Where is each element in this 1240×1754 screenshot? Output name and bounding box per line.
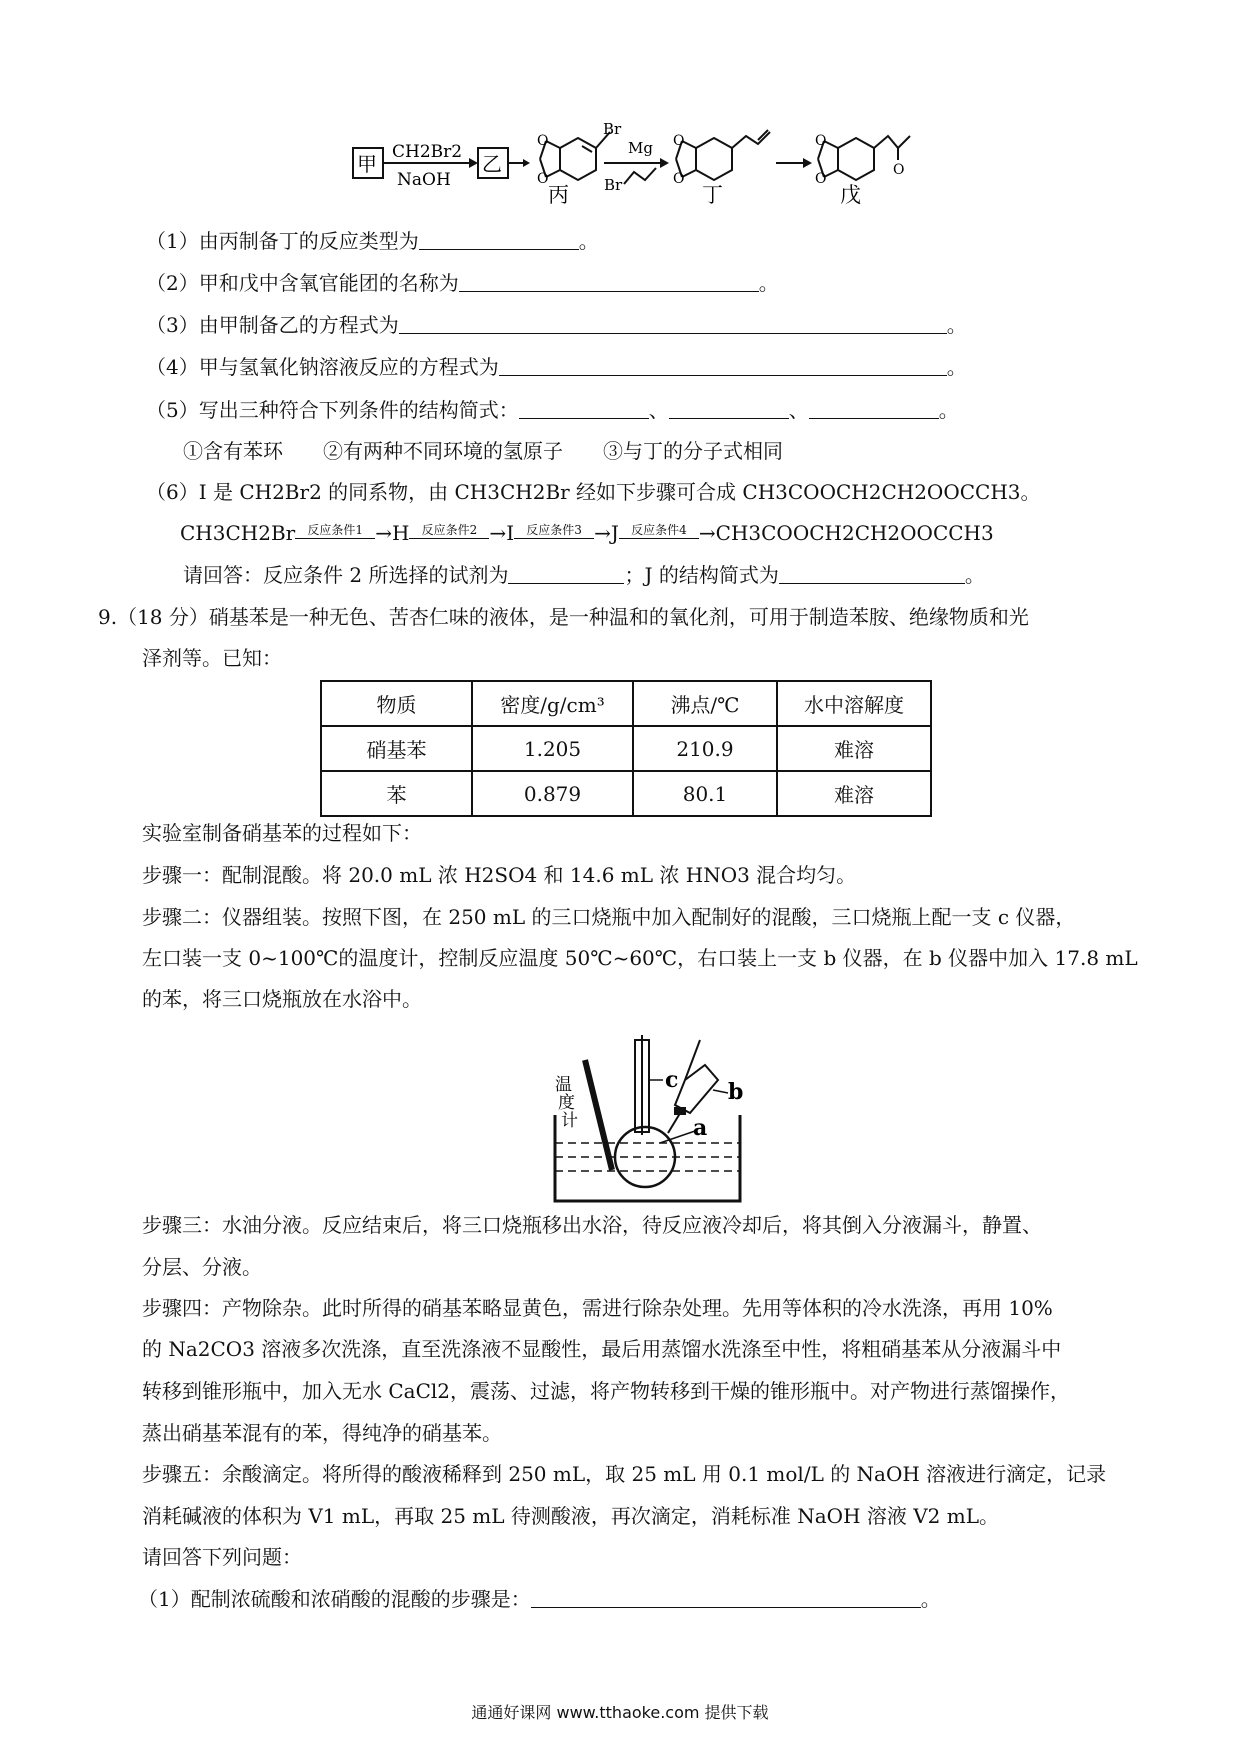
question-4: （4）甲与氢氧化钠溶液反应的方程式为 。 xyxy=(146,355,967,379)
a-label: a xyxy=(693,1115,708,1141)
o-label-1: O xyxy=(537,133,549,149)
answer-blank[interactable] xyxy=(499,355,947,376)
properties-table xyxy=(320,680,932,817)
o-label-6: O xyxy=(815,171,827,187)
o-label-2: O xyxy=(537,171,549,187)
table-header-row: 物质 密度/g/cm³ 沸点/℃ 水中溶解度 xyxy=(321,681,931,726)
apparatus-figure xyxy=(550,1035,810,1205)
table-row: 硝基苯 1.205 210.9 难溶 xyxy=(321,726,931,771)
table-row: 苯 0.879 80.1 难溶 xyxy=(321,771,931,816)
o-label-3: O xyxy=(673,133,685,149)
mg-label: Mg xyxy=(628,139,653,157)
conditions-list: ①含有苯环 ②有两种不同环境的氢原子 ③与丁的分子式相同 xyxy=(183,439,783,463)
step-1: 步骤一：配制混酸。将 20.0 mL 浓 H2SO4 和 14.6 mL 浓 HNO3 混合均匀。 xyxy=(142,863,857,887)
answer-blank[interactable] xyxy=(459,271,759,292)
answer-blank[interactable] xyxy=(399,313,947,334)
question-6: （6）I 是 CH2Br2 的同系物，由 CH3CH2Br 经如下步骤可合成 CH3COOCH2CH2OOCCH3。 xyxy=(146,480,1041,504)
synthesis-route: CH3CH2Br 反应条件1 →H 反应条件2 →I 反应条件3 →J 反应条件4 →CH3COOCH2CH2OOCCH3 xyxy=(180,521,994,545)
step-3-line-2: 分层、分液。 xyxy=(142,1255,262,1279)
yi-label: 乙 xyxy=(482,152,502,176)
step-2-line-2: 左口装一支 0~100℃的温度计，控制反应温度 50℃~60℃，右口装上一支 b 仪器，在 b 仪器中加入 17.8 mL xyxy=(142,946,1138,970)
o-label-7: O xyxy=(893,162,905,178)
answer-blank[interactable] xyxy=(779,563,965,584)
compound-ding xyxy=(676,130,770,180)
step-5-line-2: 消耗碱液的体积为 V1 mL，再取 25 mL 待测酸液，再次滴定，消耗标准 NaOH 溶液 V2 mL。 xyxy=(142,1504,1000,1528)
bing-label: 丙 xyxy=(548,183,569,207)
br-label-2: Br xyxy=(604,176,623,194)
thermometer-label-2: 度 xyxy=(558,1093,575,1113)
question-3: （3）由甲制备乙的方程式为 。 xyxy=(146,313,967,337)
question-9-intro-2: 泽剂等。已知： xyxy=(142,646,282,670)
wu-label: 戊 xyxy=(840,183,861,207)
jia-label: 甲 xyxy=(357,152,377,176)
question-9-1: （1）配制浓硫酸和浓硝酸的混酸的步骤是： 。 xyxy=(138,1587,941,1611)
page-footer: 通通好课网 www.tthaoke.com 提供下载 xyxy=(471,1703,769,1722)
process-title: 实验室制备硝基苯的过程如下： xyxy=(142,821,422,845)
step-4-line-1: 步骤四：产物除杂。此时所得的硝基苯略显黄色，需进行除杂处理。先用等体积的冷水洗涤，再用 10% xyxy=(142,1296,1053,1320)
question-1: （1）由丙制备丁的反应类型为 。 xyxy=(146,229,599,253)
reagent-bottom: NaOH xyxy=(397,170,451,190)
answer-blank[interactable] xyxy=(508,563,624,584)
br-label-1: Br xyxy=(603,120,622,138)
step-4-line-3: 转移到锥形瓶中，加入无水 CaCl2，震荡、过滤，将产物转移到干燥的锥形瓶中。对产物进行蒸馏操作， xyxy=(142,1379,1071,1403)
step-3-line-1: 步骤三：水油分液。反应结束后，将三口烧瓶移出水浴，待反应液冷却后，将其倒入分液漏斗，静置、 xyxy=(142,1213,1042,1237)
o-label-4: O xyxy=(673,171,685,187)
step-4-line-4: 蒸出硝基苯混有的苯，得纯净的硝基苯。 xyxy=(142,1421,502,1445)
answer-blank[interactable] xyxy=(531,1587,921,1608)
reaction-scheme xyxy=(0,0,1240,210)
c-label: c xyxy=(665,1067,679,1093)
ask-line: 请回答下列问题： xyxy=(142,1545,302,1569)
ding-label: 丁 xyxy=(702,183,723,207)
compound-bing xyxy=(540,132,610,180)
question-9-intro-1: 9.（18 分）硝基苯是一种无色、苦杏仁味的液体，是一种温和的氧化剂，可用于制造苯胺、绝缘物质和光 xyxy=(98,605,1029,629)
thermometer-label-3: 计 xyxy=(561,1111,578,1131)
answer-blank[interactable] xyxy=(519,398,649,419)
question-6-answer: 请回答：反应条件 2 所选择的试剂为 ；J 的结构简式为 。 xyxy=(183,563,985,587)
o-label-5: O xyxy=(815,133,827,149)
answer-blank[interactable] xyxy=(419,229,579,250)
thermometer-label-1: 温 xyxy=(555,1075,572,1095)
step-5-line-1: 步骤五：余酸滴定。将所得的酸液稀释到 250 mL，取 25 mL 用 0.1 mol/L 的 NaOH 溶液进行滴定，记录 xyxy=(142,1462,1107,1486)
step-2-line-1: 步骤二：仪器组装。按照下图，在 250 mL 的三口烧瓶中加入配制好的混酸，三口烧瓶上配一支 c 仪器， xyxy=(142,905,1076,929)
answer-blank[interactable] xyxy=(809,398,939,419)
reagent-top: CH2Br2 xyxy=(392,142,463,162)
answer-blank[interactable] xyxy=(669,398,789,419)
step-4-line-2: 的 Na2CO3 溶液多次洗涤，直至洗涤液不显酸性，最后用蒸馏水洗涤至中性，将粗硝基苯从分液漏斗中 xyxy=(142,1337,1062,1361)
step-2-line-3: 的苯，将三口烧瓶放在水浴中。 xyxy=(142,987,422,1011)
question-2: （2）甲和戊中含氧官能团的名称为 。 xyxy=(146,271,779,295)
question-5: （5）写出三种符合下列条件的结构简式： 、 、 。 xyxy=(146,398,959,422)
b-label: b xyxy=(728,1079,744,1105)
